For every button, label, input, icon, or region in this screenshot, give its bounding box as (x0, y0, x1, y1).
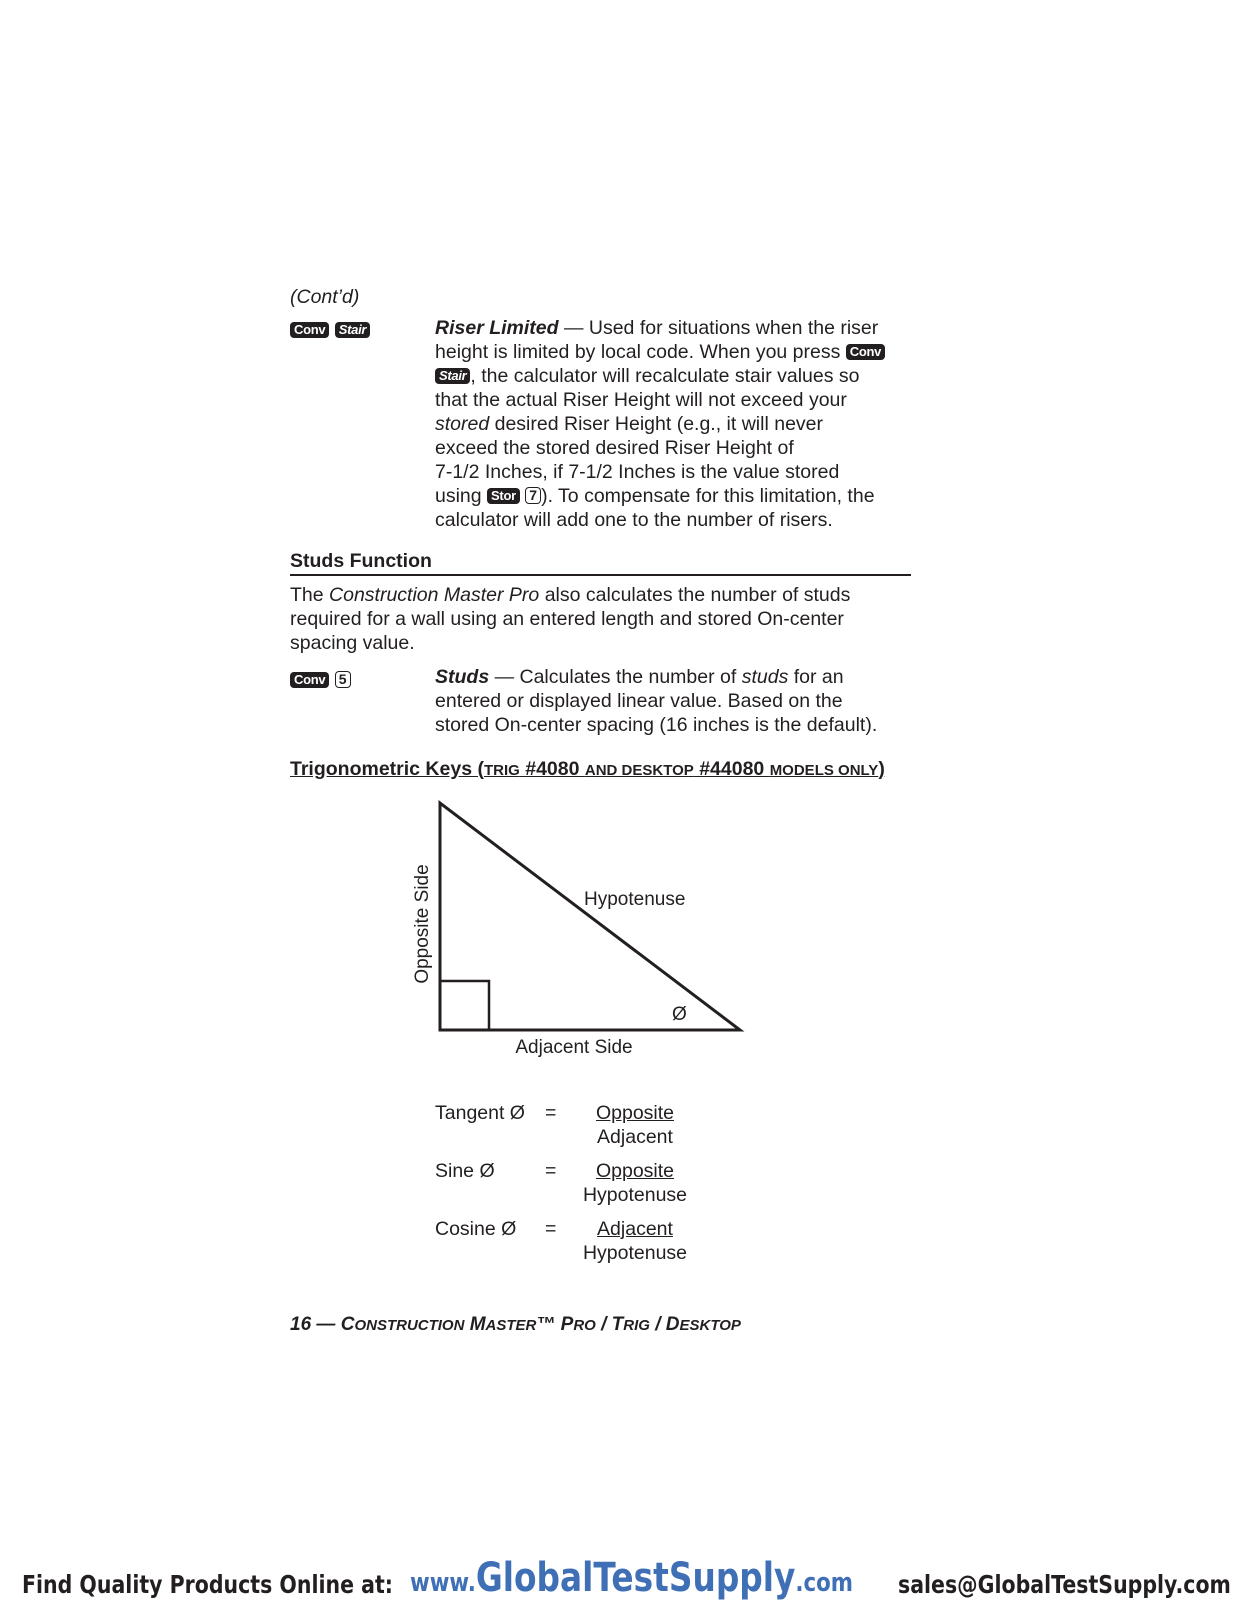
trig-keys-heading (290, 757, 911, 784)
right-triangle-diagram (400, 800, 760, 1070)
trig-heading-num1: #4080 (519, 758, 585, 780)
stor-key-inline: Stor (487, 488, 520, 504)
promo-find-text: Find Quality Products Online at: (22, 1570, 393, 1599)
footer-tm: ™ P (536, 1314, 574, 1335)
studs-line-1 (435, 665, 915, 689)
stair-key: Stair (335, 322, 370, 338)
promo-site-name: GlobalTestSupply (475, 1555, 796, 1601)
cosine-fraction (570, 1217, 700, 1265)
tangent-label: Tangent Ø (435, 1102, 525, 1124)
riser-line-3 (435, 364, 915, 388)
sine-equals: = (545, 1160, 557, 1182)
riser-text-5: desired Riser Height (e.g., it will never (489, 413, 823, 435)
hypotenuse-label: Hypotenuse (584, 889, 686, 910)
studs-line-3: stored On-center spacing (16 inches is the default). (435, 714, 878, 736)
studs-italic-word: studs (741, 666, 789, 688)
trig-heading-num2: #44080 (693, 758, 770, 780)
opposite-side-label: Opposite Side (412, 864, 433, 984)
promo-www: www. (410, 1568, 476, 1598)
sine-denominator: Hypotenuse (582, 1184, 688, 1206)
riser-line-9: calculator will add one to the number of risers. (435, 509, 833, 531)
footer-m1: M (464, 1314, 486, 1335)
footer-sep1: / T (595, 1314, 624, 1335)
studs-intro-paragraph (290, 583, 915, 655)
footer-sep2: / D (649, 1314, 680, 1335)
riser-text-2: height is limited by local code. When you press (435, 341, 846, 363)
riser-term: Riser Limited (435, 317, 559, 339)
riser-text-8b: ). To compensate for this limitation, the (541, 485, 875, 507)
stair-key-inline: Stair (435, 368, 470, 384)
conv-key-studs: Conv (290, 672, 329, 688)
page-footer (290, 1314, 741, 1336)
tangent-fraction (570, 1101, 700, 1149)
studs-intro-pre: The (290, 584, 330, 606)
trig-heading-sc1: TRIG (483, 762, 520, 779)
studs-function-heading: Studs Function (290, 549, 911, 576)
product-name: Construction Master Pro (329, 584, 540, 606)
cosine-label: Cosine Ø (435, 1218, 517, 1240)
riser-line-1 (435, 316, 915, 340)
studs-description (435, 665, 915, 737)
footer-m1sc: ASTER (485, 1317, 537, 1334)
cosine-denominator: Hypotenuse (582, 1242, 688, 1264)
riser-line-5 (435, 412, 915, 436)
tangent-equals: = (545, 1102, 557, 1124)
conv-key: Conv (290, 322, 329, 338)
trig-heading-main: Trigonometric Keys ( (290, 758, 484, 780)
studs-intro-line-2: required for a wall using an entered length and stored On-center (290, 608, 844, 630)
studs-intro-line-1 (290, 583, 915, 607)
riser-line-8 (435, 484, 915, 508)
riser-text-8a: using (435, 485, 488, 507)
footer-c1sc: ONSTRUCTION (354, 1317, 465, 1334)
riser-limited-description (435, 316, 915, 532)
cosine-equals: = (545, 1218, 557, 1240)
seven-key-inline: 7 (525, 487, 541, 504)
riser-line-7: 7-1/2 Inches, if 7-1/2 Inches is the value stored (435, 461, 840, 483)
five-key: 5 (335, 671, 351, 688)
angle-symbol: Ø (672, 1004, 687, 1025)
trig-heading-sc3: MODELS ONLY (769, 762, 879, 779)
footer-dsc: ESKTOP (679, 1317, 741, 1334)
studs-text-1b: for an (788, 666, 844, 688)
studs-intro-text-1: also calculates the number of studs (539, 584, 851, 606)
sine-numerator: Opposite (595, 1160, 675, 1182)
riser-text-1: — Used for situations when the riser (558, 317, 879, 339)
footer-psc: RO (573, 1317, 596, 1334)
right-angle-marker (440, 981, 489, 1030)
trig-heading-close: ) (878, 758, 885, 780)
sine-fraction (570, 1159, 700, 1207)
trig-heading-sc2: AND DESKTOP (584, 762, 694, 779)
cosine-numerator: Adjacent (597, 1218, 673, 1240)
sine-label: Sine Ø (435, 1160, 495, 1182)
riser-stored-word: stored (435, 413, 490, 435)
footer-tsc: RIG (623, 1317, 650, 1334)
riser-line-6: exceed the stored desired Riser Height of (435, 437, 794, 459)
tangent-denominator: Adjacent (597, 1126, 673, 1148)
continued-label: (Cont’d) (290, 286, 360, 308)
tangent-numerator: Opposite (595, 1102, 675, 1124)
studs-intro-line-3: spacing value. (290, 632, 415, 654)
riser-line-2 (435, 340, 915, 364)
studs-key-combo (290, 668, 351, 692)
studs-line-2: entered or displayed linear value. Based on the (435, 690, 843, 712)
promo-email-link[interactable]: sales@GlobalTestSupply.com (898, 1570, 1231, 1599)
footer-c1: C (340, 1314, 355, 1335)
triangle-outline (440, 803, 740, 1030)
adjacent-side-label: Adjacent Side (515, 1037, 633, 1058)
riser-text-3: , the calculator will recalculate stair values so (470, 365, 860, 387)
promo-website-link[interactable] (410, 1555, 853, 1601)
promo-com: .com (795, 1568, 854, 1598)
riser-key-combo (290, 318, 370, 342)
conv-key-inline: Conv (846, 344, 885, 360)
footer-page-number: 16 — (290, 1314, 341, 1335)
riser-line-4: that the actual Riser Height will not exceed your (435, 389, 847, 411)
studs-term: Studs (435, 666, 490, 688)
studs-text-1a: — Calculates the number of (489, 666, 742, 688)
